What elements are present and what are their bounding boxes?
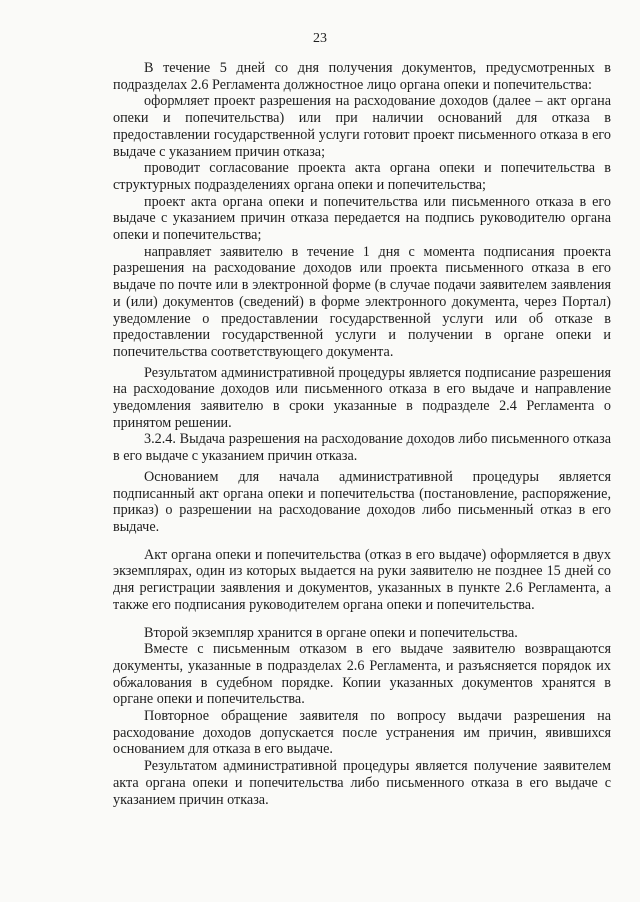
paragraph-intro: В течение 5 дней со дня получения документов, предусмотренных в подразделах 2.6 Регламента должностное лицо органа опеки и попечительства:	[113, 60, 611, 93]
section-heading-3-2-4: 3.2.4. Выдача разрешения на расходование доходов либо письменного отказа в его выдаче с указанием причин отказа.	[113, 431, 611, 465]
document-body	[113, 60, 611, 808]
paragraph-list-item-1: оформляет проект разрешения на расходование доходов (далее – акт органа опеки и попечительства) или при наличии оснований для отказа в предоставлении государственной услуги готовит проект письменного отказа в его выдаче с указанием причин отказа;	[113, 93, 611, 160]
paragraph-result: Результатом административной процедуры является подписание разрешения на расходование доходов или письменного отказа в его выдаче и направление уведомления заявителю в сроки указанные в подразделе 2.4 Регламента о принятом решении.	[113, 364, 611, 431]
paragraph-repeat-request: Повторное обращение заявителя по вопросу выдачи разрешения на расходование доходов допускается после устранения им причин, явившихся основанием для отказа в его выдаче.	[113, 708, 611, 758]
paragraph-act-copies: Акт органа опеки и попечительства (отказ в его выдаче) оформляется в двух экземплярах, один из которых выдается на руки заявителю не позднее 15 дней со дня регистрации заявления и документов, указанных в пункте 2.6 Регламента, а также его подписания руководителем органа опеки и попечительства.	[113, 546, 611, 613]
paragraph-list-item-3: проект акта органа опеки и попечительства или письменного отказа в его выдаче с указанием причин отказа передается на подпись руководителю органа опеки и попечительства;	[113, 193, 611, 244]
paragraph-list-item-2: проводит согласование проекта акта органа опеки и попечительства в структурных подразделениях органа опеки и попечительства;	[113, 160, 611, 193]
paragraph-list-item-4: направляет заявителю в течение 1 дня с момента подписания проекта разрешения на расходование доходов или проекта письменного отказа в его выдаче по почте или в электронной форме (в случае подачи заявителем заявления и (или) документов (сведений) в форме электронного документа, через Портал) уведомление о предоставлении государственной услуги или об отказе в предоставлении государственной услуги и получении в органе опеки и попечительства соответствующего документа.	[113, 243, 611, 360]
page-number: 23	[313, 31, 327, 46]
paragraph-basis: Основанием для начала административной процедуры является подписанный акт органа опеки и попечительства (постановление, распоряжение, приказ) о разрешении на расходование доходов либо письменный отказ в его выдаче.	[113, 468, 611, 535]
paragraph-final-result: Результатом административной процедуры является получение заявителем акта органа опеки и попечительства либо письменного отказа в его выдаче с указанием причин отказа.	[113, 758, 611, 808]
paragraph-return-documents: Вместе с письменным отказом в его выдаче заявителю возвращаются документы, указанные в подразделах 2.6 Регламента, и разъясняется порядок их обжалования в судебном порядке. Копии указанных документов хранятся в органе опеки и попечительства.	[113, 641, 611, 708]
paragraph-second-copy: Второй экземпляр хранится в органе опеки и попечительства.	[144, 624, 518, 641]
